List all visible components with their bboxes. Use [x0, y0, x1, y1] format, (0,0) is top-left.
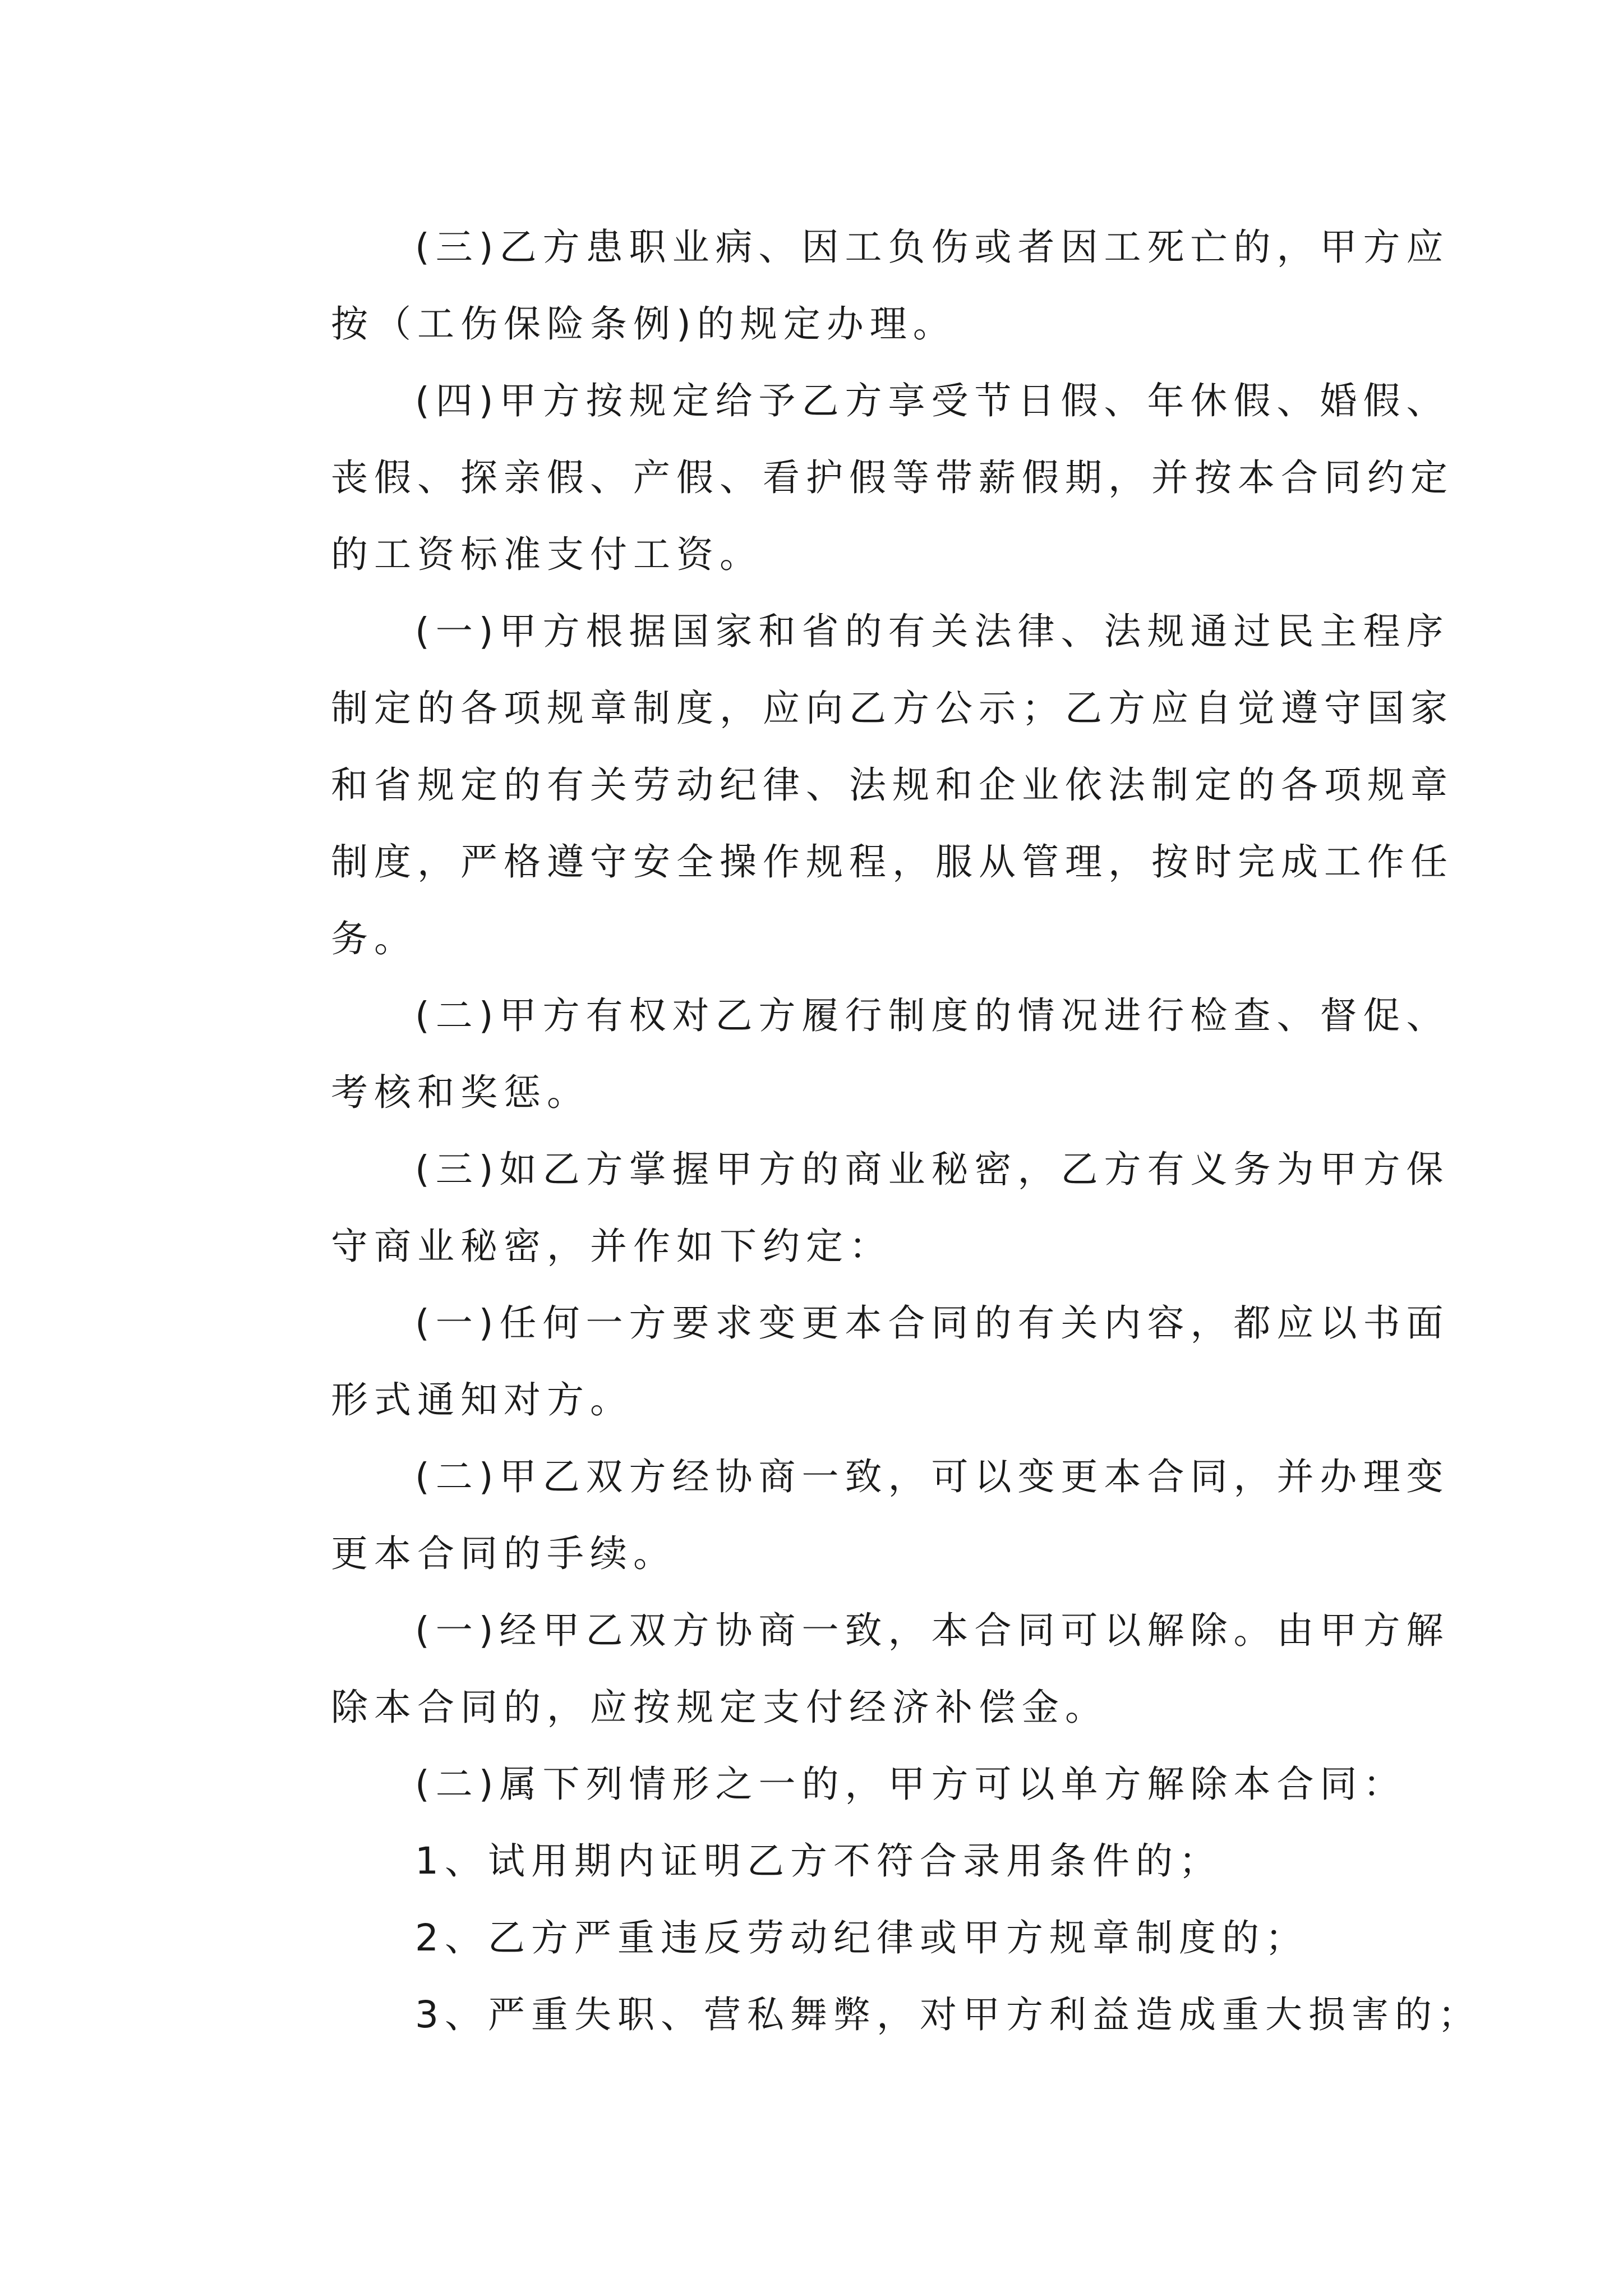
paragraph-paid-leave	[247, 362, 1454, 593]
text-line: 3、严重失职、营私舞弊，对甲方利益造成重大损害的；	[415, 1993, 1481, 2036]
list-item-serious-misconduct	[247, 1976, 1481, 2053]
text-line: (二)甲方有权对乙方履行制度的情况进行检查、督促、	[415, 994, 1450, 1037]
paragraph-contract-change-notice	[247, 1285, 1450, 1438]
list-item-probation	[247, 1823, 1402, 1899]
text-line: 考核和奖惩。	[331, 1071, 590, 1114]
text-line: 制定的各项规章制度，应向乙方公示；乙方应自觉遵守国家	[331, 687, 1454, 730]
list-item-discipline-violation	[247, 1899, 1402, 1976]
text-line: (一)任何一方要求变更本合同的有关内容，都应以书面	[415, 1301, 1450, 1345]
text-line: 的工资标准支付工资。	[331, 533, 763, 576]
paragraph-occupational-injury	[247, 209, 1450, 362]
paragraph-unilateral-termination	[247, 1746, 1407, 1823]
text-line: 形式通知对方。	[331, 1378, 633, 1421]
paragraph-contract-change-agreement	[247, 1438, 1450, 1592]
paragraph-rules-and-regulations	[247, 593, 1454, 977]
text-line: (一)甲方根据国家和省的有关法律、法规通过民主程序	[415, 610, 1450, 653]
paragraph-trade-secrets	[247, 1131, 1450, 1285]
paragraph-contract-termination-mutual	[247, 1592, 1450, 1746]
text-line: 除本合同的，应按规定支付经济补偿金。	[331, 1686, 1108, 1729]
paragraph-inspection-rights	[247, 977, 1450, 1131]
text-line: 丧假、探亲假、产假、看护假等带薪假期，并按本合同约定	[331, 456, 1454, 499]
text-line: 守商业秘密，并作如下约定：	[331, 1225, 892, 1268]
text-line: 2、乙方严重违反劳动纪律或甲方规章制度的；	[415, 1916, 1308, 1959]
text-line: 务。	[331, 917, 417, 960]
text-line: 更本合同的手续。	[331, 1532, 676, 1575]
text-line: (三)乙方患职业病、因工负伤或者因工死亡的，甲方应	[415, 226, 1450, 269]
text-line: 和省规定的有关劳动纪律、法规和企业依法制定的各项规章	[331, 763, 1454, 807]
text-line: (二)甲乙双方经协商一致，可以变更本合同，并办理变	[415, 1455, 1450, 1498]
text-line: (四)甲方按规定给予乙方享受节日假、年休假、婚假、	[415, 379, 1450, 422]
text-line: 制度，严格遵守安全操作规程，服从管理，按时完成工作任	[331, 840, 1454, 884]
text-line: (二)属下列情形之一的，甲方可以单方解除本合同：	[415, 1763, 1407, 1806]
text-line: 1、试用期内证明乙方不符合录用条件的；	[415, 1839, 1222, 1883]
text-line: (一)经甲乙双方协商一致，本合同可以解除。由甲方解	[415, 1609, 1450, 1652]
text-line: 按（工伤保险条例)的规定办理。	[331, 302, 956, 346]
text-line: (三)如乙方掌握甲方的商业秘密，乙方有义务为甲方保	[415, 1148, 1450, 1191]
document-body	[247, 209, 1481, 2053]
